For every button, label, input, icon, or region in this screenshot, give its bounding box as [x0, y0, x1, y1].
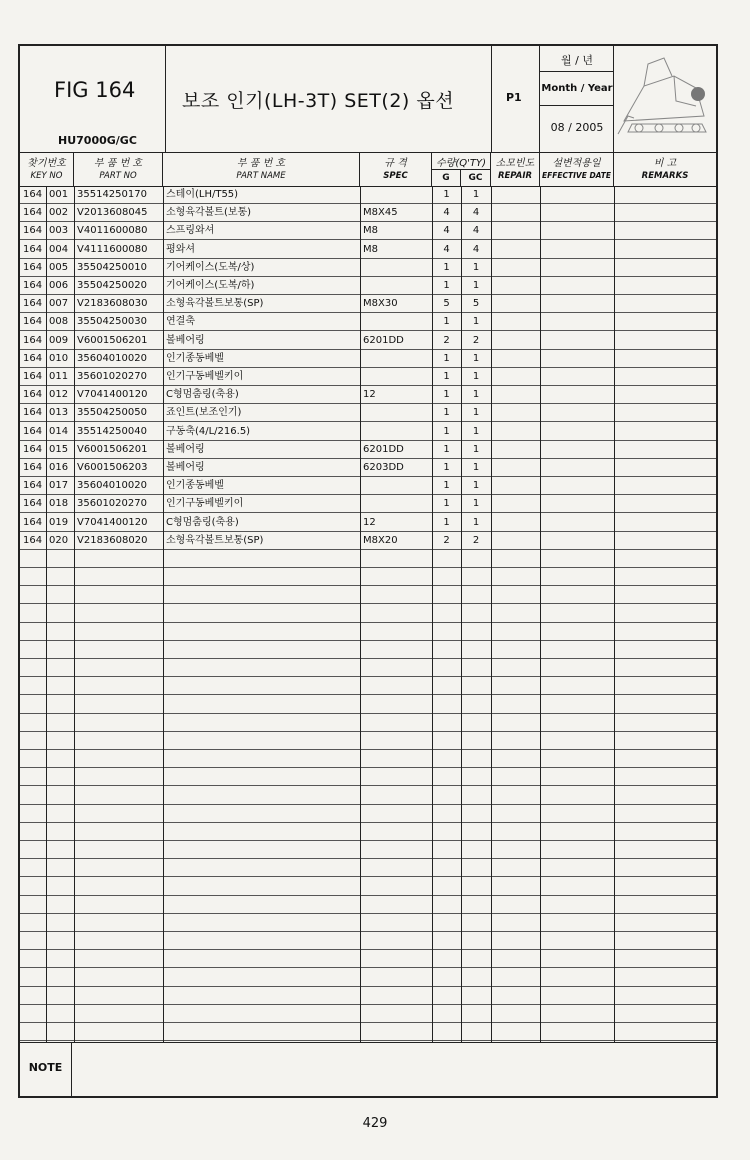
cell-fig: 164 [23, 261, 43, 273]
cell-fig: 164 [23, 389, 43, 401]
cell-name: 연결축 [166, 316, 195, 328]
cell-name: 소형육각볼트보통(SP) [166, 534, 264, 546]
table-row [20, 787, 716, 805]
table-row [20, 823, 716, 841]
cell-fig: 164 [23, 189, 43, 200]
cell-key: 006 [49, 280, 69, 291]
cell-g: 1 [443, 407, 450, 419]
cell-key: 003 [49, 225, 69, 237]
cell-spec: M8X20 [363, 534, 398, 546]
cell-gc: 2 [472, 334, 480, 346]
cell-g: 1 [443, 189, 450, 200]
table-row [20, 1023, 716, 1041]
table-row [20, 204, 716, 222]
col-effective-date: 설변적용일 EFFECTIVE DATE [540, 152, 614, 186]
col-qty: 수량(Q'TY) [432, 152, 491, 186]
cell-gc: 1 [472, 280, 480, 291]
cell-part: 35514250040 [77, 425, 147, 437]
cell-spec [361, 495, 432, 512]
cell-key: 007 [49, 298, 69, 310]
cell-gc: 1 [472, 425, 480, 437]
cell-part: V6001506203 [77, 462, 148, 473]
table-row [20, 295, 716, 313]
cell-fig: 164 [23, 243, 43, 255]
table-row [20, 386, 716, 404]
cell-name: 죠인트(보조인기) [166, 407, 242, 419]
table-row [20, 605, 716, 623]
table-row [20, 768, 716, 786]
table-row [20, 423, 716, 441]
cell-key: 018 [49, 498, 69, 510]
cell-fig: 164 [23, 334, 43, 346]
cell-spec: M8X45 [363, 207, 398, 219]
cell-g: 1 [443, 371, 450, 382]
sheet-header [20, 46, 716, 153]
table-row [20, 332, 716, 350]
cell-part: 35601020270 [77, 498, 147, 510]
table-row [20, 969, 716, 987]
cell-name: 기어케이스(도복/하) [166, 280, 255, 291]
cell-spec [361, 423, 432, 440]
cell-key: 015 [49, 443, 69, 455]
cell-gc: 1 [472, 443, 480, 455]
cell-name: 볼베어링 [166, 334, 205, 346]
cell-gc: 1 [472, 462, 480, 473]
cell-key: 014 [49, 425, 69, 437]
date-label-kr: 월 / 년 [540, 46, 614, 72]
cell-name: 평와셔 [166, 243, 195, 255]
cell-fig: 164 [23, 225, 43, 237]
table-row [20, 222, 716, 240]
cell-key: 016 [49, 462, 69, 473]
table-row [20, 932, 716, 950]
table-row [20, 841, 716, 859]
cell-spec: 6203DD [363, 462, 404, 473]
col-part-name: 부 품 번 호 PART NAME [163, 152, 360, 186]
cell-spec [361, 368, 432, 385]
cell-name: 볼베어링 [166, 462, 205, 473]
cell-fig: 164 [23, 443, 43, 455]
cell-name: 인기종동베벨 [166, 480, 224, 492]
cell-g: 2 [443, 334, 450, 346]
cell-spec: 12 [363, 389, 376, 401]
note-section [20, 1042, 716, 1097]
cell-g: 1 [443, 443, 450, 455]
col-repair: 소모빈도 REPAIR [491, 152, 540, 186]
cell-g: 1 [443, 316, 450, 328]
machine-thumbnail [614, 46, 716, 152]
cell-part: V4011600080 [77, 225, 148, 237]
cell-fig: 164 [23, 498, 43, 510]
col-qty-gc: GC [461, 169, 491, 186]
model-name: HU7000G/GC [58, 134, 137, 147]
cell-name: 인기종동베벨 [166, 352, 224, 364]
cell-gc: 1 [472, 189, 480, 200]
table-row [20, 404, 716, 422]
cell-gc: 1 [472, 389, 480, 401]
cell-gc: 4 [472, 207, 480, 219]
cell-name: 소형육각볼트보통(SP) [166, 298, 264, 310]
cell-part: 35504250020 [77, 280, 147, 291]
date-box [540, 46, 614, 152]
table-row [20, 477, 716, 495]
cell-key: 020 [49, 534, 69, 546]
cell-key: 012 [49, 389, 69, 401]
cell-part: V6001506201 [77, 443, 148, 455]
table-row [20, 805, 716, 823]
combine-harvester-icon [614, 46, 714, 146]
table-row [20, 368, 716, 386]
figure-label: FIG 164 [54, 78, 136, 102]
cell-part: V2183608030 [77, 298, 148, 310]
cell-part: 35504250050 [77, 407, 147, 419]
col-part-no: 부 품 번 호 PART NO [74, 152, 163, 186]
table-row [20, 950, 716, 968]
table-row [20, 550, 716, 568]
col-spec: 규 격 SPEC [360, 152, 432, 186]
table-row [20, 859, 716, 877]
cell-gc: 1 [472, 407, 480, 419]
cell-fig: 164 [23, 352, 43, 364]
cell-name: 인기구동베벨키이 [166, 498, 244, 510]
table-row [20, 495, 716, 513]
cell-part: V7041400120 [77, 516, 148, 528]
cell-part: 35504250010 [77, 261, 147, 273]
cell-spec: 12 [363, 516, 376, 528]
cell-spec: 6201DD [363, 334, 404, 346]
cell-fig: 164 [23, 371, 43, 382]
cell-part: 35514250170 [77, 189, 147, 200]
table-row [20, 514, 716, 532]
page-code-box [492, 46, 540, 152]
cell-part: 35601020270 [77, 371, 147, 382]
table-row [20, 1005, 716, 1023]
cell-gc: 1 [472, 371, 480, 382]
table-row [20, 750, 716, 768]
cell-gc: 1 [472, 516, 480, 528]
table-row [20, 586, 716, 604]
table-row [20, 441, 716, 459]
cell-fig: 164 [23, 516, 43, 528]
cell-gc: 4 [472, 225, 480, 237]
cell-gc: 5 [472, 298, 480, 310]
cell-g: 1 [443, 352, 450, 364]
cell-spec: M8 [363, 225, 378, 237]
cell-key: 001 [49, 189, 69, 200]
cell-part: V7041400120 [77, 389, 148, 401]
cell-g: 1 [443, 498, 450, 510]
cell-gc: 4 [472, 243, 480, 255]
cell-g: 1 [443, 480, 450, 492]
page-code: P1 [506, 91, 522, 104]
cell-fig: 164 [23, 425, 43, 437]
cell-fig: 164 [23, 280, 43, 291]
table-row [20, 696, 716, 714]
table-row [20, 568, 716, 586]
table-row [20, 878, 716, 896]
note-label: NOTE [20, 1043, 72, 1097]
cell-spec [361, 259, 432, 276]
table-row [20, 732, 716, 750]
cell-part: V4111600080 [77, 243, 148, 255]
date-value: 08 / 2005 [550, 121, 604, 134]
col-key: 찾기번호 KEY NO [20, 152, 74, 186]
cell-name: C형멈춤링(축용) [166, 516, 239, 528]
cell-fig: 164 [23, 316, 43, 328]
cell-g: 1 [443, 425, 450, 437]
table-row [20, 677, 716, 695]
cell-g: 4 [443, 225, 450, 237]
cell-part: 35604010020 [77, 352, 147, 364]
cell-name: 소형육각볼트(보통) [166, 207, 252, 219]
table-row [20, 914, 716, 932]
table-row [20, 186, 716, 204]
col-remarks: 비 고 REMARKS [641, 158, 689, 181]
cell-g: 1 [443, 261, 450, 273]
cell-spec: M8X30 [363, 298, 398, 310]
cell-name: C형멈춤링(축용) [166, 389, 239, 401]
table-row [20, 532, 716, 550]
cell-name: 구동축(4/L/216.5) [166, 425, 251, 437]
cell-part: V2013608045 [77, 207, 148, 219]
cell-spec: M8 [363, 243, 378, 255]
cell-name: 볼베어링 [166, 443, 205, 455]
cell-gc: 2 [472, 534, 480, 546]
table-row [20, 896, 716, 914]
cell-name: 인기구동베벨키이 [166, 371, 244, 382]
page-number: 429 [362, 1116, 388, 1131]
date-label-en: Month / Year [540, 72, 614, 106]
page-title: 보조 인기(LH-3T) SET(2) 옵션 [182, 90, 455, 112]
cell-fig: 164 [23, 462, 43, 473]
cell-fig: 164 [23, 534, 43, 546]
cell-spec [361, 313, 432, 330]
cell-g: 5 [443, 298, 450, 310]
table-row [20, 350, 716, 368]
cell-part: 35504250030 [77, 316, 147, 328]
cell-key: 008 [49, 316, 69, 328]
cell-spec [361, 477, 432, 494]
cell-key: 005 [49, 261, 69, 273]
cell-spec [361, 277, 432, 294]
table-row [20, 313, 716, 331]
cell-key: 013 [49, 407, 69, 419]
cell-gc: 1 [472, 480, 480, 492]
cell-gc: 1 [472, 316, 480, 328]
figure-box [20, 46, 166, 152]
cell-part: V2183608020 [77, 534, 148, 546]
cell-key: 002 [49, 207, 69, 219]
table-row [20, 623, 716, 641]
cell-g: 2 [443, 534, 450, 546]
cell-spec [361, 186, 432, 203]
cell-key: 004 [49, 243, 69, 255]
cell-gc: 1 [472, 261, 480, 273]
cell-g: 1 [443, 389, 450, 401]
cell-key: 010 [49, 352, 69, 364]
cell-name: 스프링와셔 [166, 225, 215, 237]
table-row [20, 987, 716, 1005]
cell-name: 스테이(LH/T55) [166, 189, 239, 200]
table-header [20, 152, 716, 187]
cell-key: 017 [49, 480, 69, 492]
cell-fig: 164 [23, 298, 43, 310]
cell-fig: 164 [23, 480, 43, 492]
cell-spec: 6201DD [363, 443, 404, 455]
title-box [166, 46, 492, 152]
cell-key: 011 [49, 371, 69, 382]
table-row [20, 714, 716, 732]
cell-gc: 1 [472, 498, 480, 510]
cell-g: 1 [443, 516, 450, 528]
cell-g: 4 [443, 207, 450, 219]
table-row [20, 241, 716, 259]
cell-fig: 164 [23, 407, 43, 419]
cell-g: 4 [443, 243, 450, 255]
cell-part: V6001506201 [77, 334, 148, 346]
table-row [20, 641, 716, 659]
table-row [20, 459, 716, 477]
cell-part: 35604010020 [77, 480, 147, 492]
table-row [20, 259, 716, 277]
cell-key: 019 [49, 516, 69, 528]
cell-spec [361, 350, 432, 367]
table-row [20, 277, 716, 295]
cell-g: 1 [443, 280, 450, 291]
cell-name: 기어케이스(도복/상) [166, 261, 255, 273]
cell-key: 009 [49, 334, 69, 346]
cell-fig: 164 [23, 207, 43, 219]
cell-spec [361, 404, 432, 421]
cell-gc: 1 [472, 352, 480, 364]
cell-g: 1 [443, 462, 450, 473]
parts-sheet [18, 44, 718, 1098]
col-qty-g: G [432, 169, 461, 186]
table-row [20, 659, 716, 677]
